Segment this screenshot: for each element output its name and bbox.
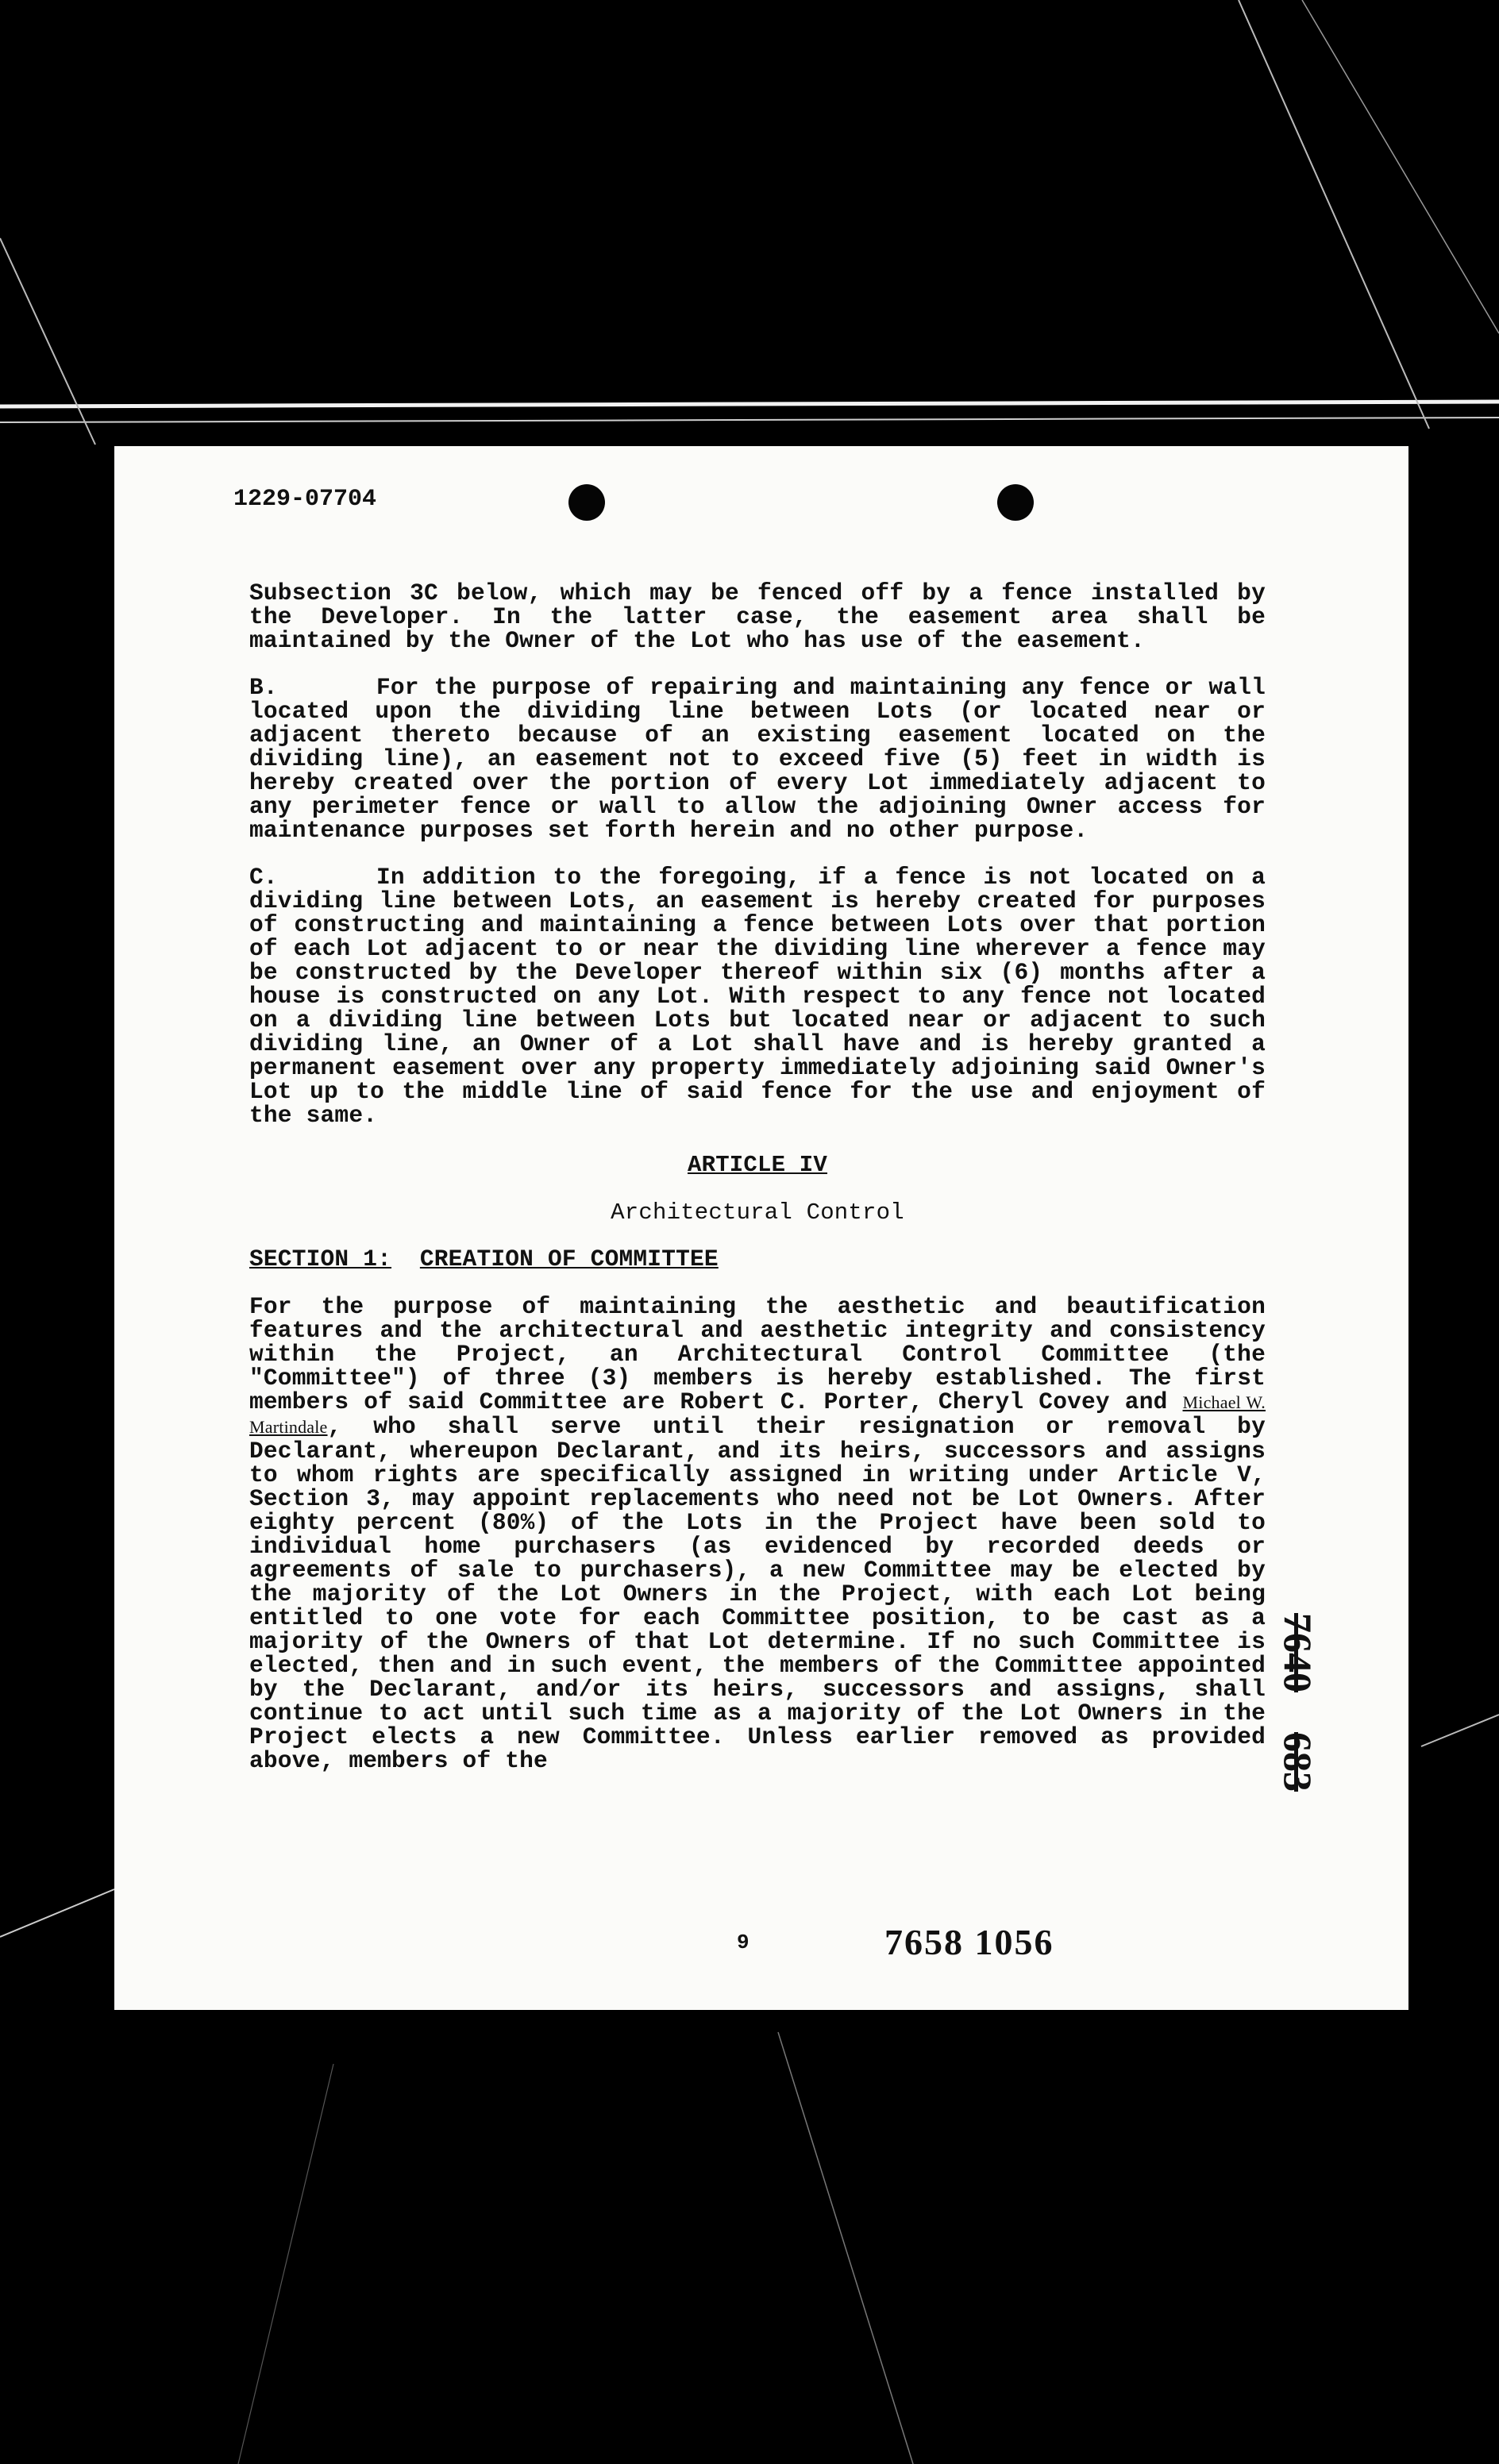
margin-stamp-number-b: 683 [1276, 1732, 1320, 1792]
section-paragraph [249, 1295, 1266, 1773]
paragraph-b-text: For the purpose of repairing and maintaining any fence or wall located upon the dividing line between Lots (or located near or adjacent thereto because of an existing easement located on the dividing line), an easement not to exceed five (5) feet in width is hereby created over the portion of every Lot immediately adjacent to any perimeter fence or wall to allow the adjoining Owner access for maintenance purposes set forth herein and no other purpose. [249, 674, 1266, 844]
paragraph-c [249, 865, 1266, 1127]
paragraph-b [249, 676, 1266, 842]
paragraph-continuation: Subsection 3C below, which may be fenced off by a fence installed by the Developer. In the latter case, the easement area shall be maintained by the Owner of the Lot who has use of the easement. [249, 579, 1266, 654]
punch-hole-right [997, 484, 1034, 521]
section-text-part-2: , who shall serve until their resignation or removal by Declarant, whereupon Declarant, and its heirs, successors and assigns to whom rights are specifically assigned in writing under Article V, Section 3, may appoint replacements who need not be Lot Owners. After eighty percent (80%) of the Lots in the Project have been sold to individual home purchasers (as evidenced by recorded deeds or agreements of sale to purchasers), a new Committee may be elected by the majority of the Lot Owners in the Project, with each Lot being entitled to one vote for each Committee position, to be cast as a majority of the Owners of that Lot determine. If no such Committee is elected, then and in such event, the members of the Committee appointed by the Declarant, and/or its heirs, successors and assigns, shall continue to act until such time as a majority of the Lot Owners in the Project elects a new Committee. Unless earlier removed as provided above, members of the [249, 1413, 1266, 1774]
margin-recording-stamp [1275, 1613, 1321, 1792]
paragraph-c-text: In addition to the foregoing, if a fence is not located on a dividing line between Lots, an easement is hereby created for purposes of constructing and maintaining a fence between Lots over that portion of each Lot adjacent to or near the dividing line wherever a fence may be constructed by the Developer thereof within six (6) months after a house is constructed on any Lot. With respect to any fence not located on a dividing line between Lots but located near or adjacent to such dividing line, an Owner of a Lot shall have and is hereby granted a permanent easement over any property immediately adjoining said Owner's Lot up to the middle line of said fence for the use and enjoyment of the same. [249, 864, 1266, 1129]
margin-stamp-number-a: 7640 [1276, 1613, 1320, 1692]
section-label: SECTION 1: [249, 1245, 392, 1272]
paragraph-b-label: B. [249, 674, 278, 701]
section-heading [249, 1247, 1266, 1271]
article-heading [249, 1153, 1266, 1177]
page-number: 9 [737, 1931, 750, 1954]
recording-stamp: 7658 1056 [884, 1922, 1054, 1962]
paragraph-c-label: C. [249, 864, 278, 891]
punch-hole-left [568, 484, 605, 521]
document-body [249, 581, 1266, 1796]
article-title: ARTICLE IV [687, 1152, 828, 1178]
section-text-part-1: For the purpose of maintaining the aesthetic and beautification features and the architectural and aesthetic integrity and consistency within the Project, an Architectural Control Committee (the "Committee") of three (3) members is hereby established. The first members of said Committee are Robert C. Porter, Cheryl Covey and [249, 1293, 1266, 1415]
section-title: CREATION OF COMMITTEE [419, 1245, 719, 1272]
typed-fill-name: Michael W. Martindale [249, 1392, 1266, 1437]
document-page [114, 446, 1408, 2010]
article-subtitle: Architectural Control [611, 1199, 904, 1226]
document-id: 1229-07704 [233, 486, 377, 513]
